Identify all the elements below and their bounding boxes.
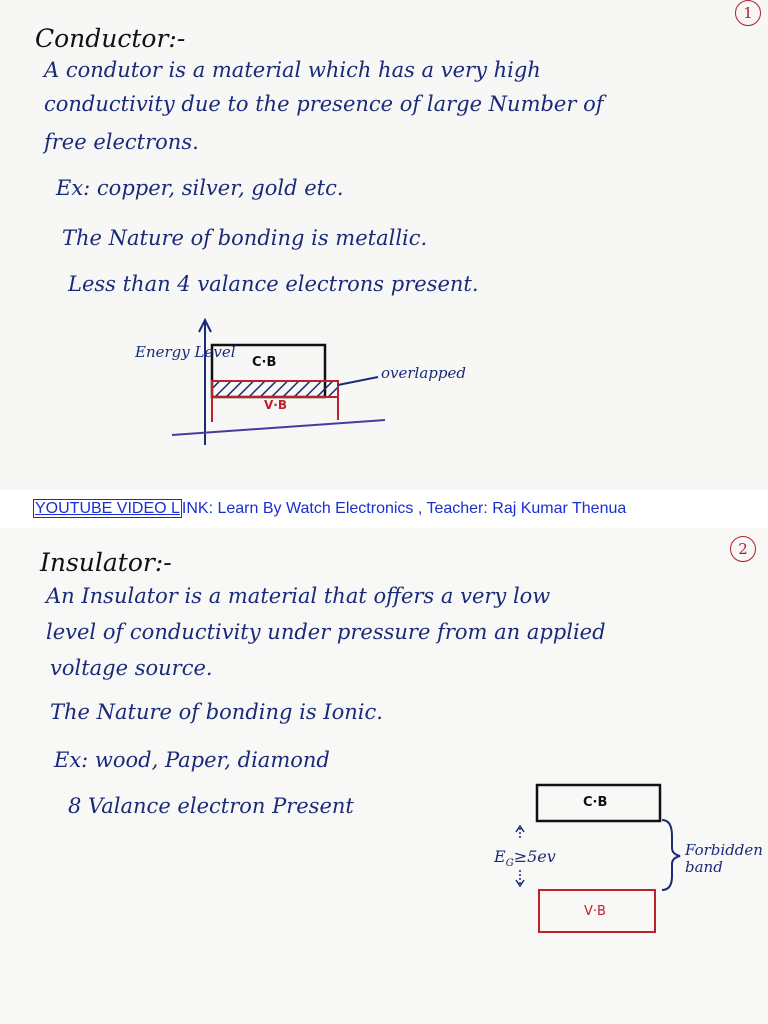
insulator-band-diagram (0, 528, 768, 1024)
cb-label: C·B (252, 355, 277, 370)
page-number-2: 2 (730, 536, 756, 562)
insulator-title: Insulator:- (40, 548, 172, 577)
forbidden-band-label: Forbidden band (685, 841, 763, 876)
insulator-vb-label: V·B (584, 904, 606, 919)
insulator-bonding: The Nature of bonding is Ionic. (50, 700, 383, 724)
conductor-title: Conductor:- (35, 24, 186, 53)
insulator-line-3: voltage source. (50, 656, 213, 680)
insulator-cb-label: C·B (583, 795, 608, 810)
baseline (172, 420, 385, 435)
conductor-example: Ex: copper, silver, gold etc. (56, 176, 344, 200)
conductor-valence: Less than 4 valance electrons present. (68, 272, 479, 296)
overlap-hatch (212, 381, 338, 397)
overlapped-label: overlapped (381, 364, 466, 382)
page-number-1: 1 (735, 0, 761, 26)
conductor-line-3: free electrons. (44, 130, 199, 154)
energy-gap-label: $E_G\ge 5ev$ (494, 847, 556, 870)
energy-level-label: Energy Level (135, 343, 236, 361)
notes-page-1 (0, 0, 768, 490)
conductor-band-diagram (0, 0, 768, 490)
banner-text: INK: Learn By Watch Electronics , Teacher: Raj Kumar Thenua (181, 500, 627, 517)
forbidden-band-brace (662, 820, 680, 890)
youtube-link[interactable]: YOUTUBE VIDEO L (35, 500, 180, 517)
vb-label: V·B (264, 398, 287, 412)
insulator-valence: 8 Valance electron Present (68, 794, 354, 818)
insulator-line-2: level of conductivity under pressure from an applied (46, 620, 606, 644)
conductor-line-2: conductivity due to the presence of large Number of (44, 92, 604, 116)
insulator-example: Ex: wood, Paper, diamond (54, 748, 330, 772)
insulator-line-1: An Insulator is a material that offers a very low (46, 584, 551, 608)
youtube-banner (33, 500, 626, 518)
conductor-line-1: A condutor is a material which has a very high (44, 58, 541, 82)
annotation-pointer (338, 377, 378, 385)
conductor-bonding: The Nature of bonding is metallic. (62, 226, 428, 250)
notes-page-2 (0, 528, 768, 1024)
